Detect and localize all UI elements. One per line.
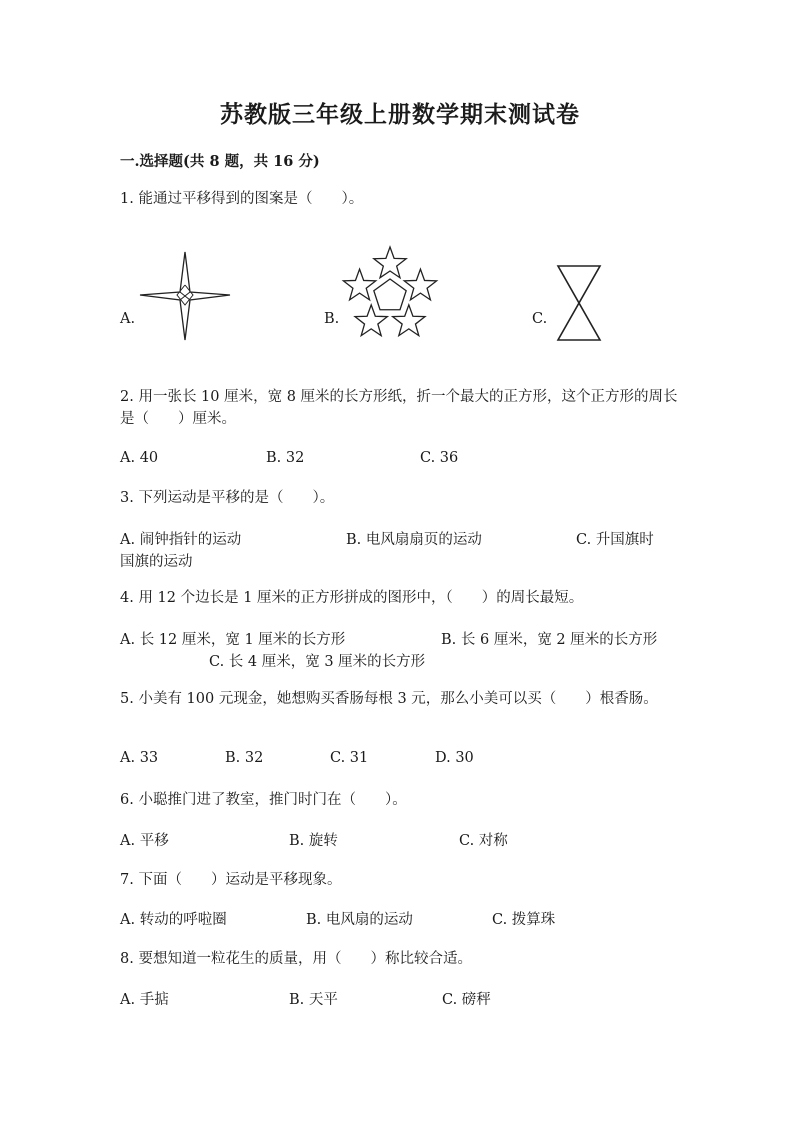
question-3: 3. 下列运动是平移的是（ ）。 [120, 490, 335, 506]
star-shape [343, 269, 375, 300]
option-5b[interactable]: B. 32 [225, 750, 264, 766]
option-8c[interactable]: C. 磅秤 [442, 992, 491, 1008]
option-6b[interactable]: B. 旋转 [289, 833, 338, 849]
option-8a[interactable]: A. 手掂 [120, 992, 169, 1008]
option-1c[interactable]: C. [532, 311, 548, 327]
center-pentagon [374, 279, 406, 310]
star-shape [404, 269, 436, 300]
page-title: 苏教版三年级上册数学期末测试卷 [220, 101, 580, 128]
option-5c[interactable]: C. 31 [330, 750, 369, 766]
four-point-star-figure [138, 250, 232, 342]
section-heading: 一.选择题(共 8 题，共 16 分) [120, 153, 320, 170]
option-7a[interactable]: A. 转动的呼啦圈 [120, 912, 227, 928]
option-6a[interactable]: A. 平移 [120, 833, 169, 849]
option-1a[interactable]: A. [120, 311, 136, 327]
question-2: 2. 用一张长 10 厘米，宽 8 厘米的长方形纸，折一个最大的正方形，这个正方形的周长是（ ）厘米。 [120, 389, 678, 427]
question-8: 8. 要想知道一粒花生的质量，用（ ）称比较合适。 [120, 951, 472, 967]
option-7c[interactable]: C. 拨算珠 [492, 912, 556, 928]
option-7b[interactable]: B. 电风扇的运动 [306, 912, 413, 928]
option-2b[interactable]: B. 32 [266, 450, 305, 466]
option-5d[interactable]: D. 30 [435, 750, 474, 766]
option-4c[interactable]: C. 长 4 厘米，宽 3 厘米的长方形 [209, 654, 426, 670]
question-4: 4. 用 12 个边长是 1 厘米的正方形拼成的图形中，（ ）的周长最短。 [120, 590, 584, 606]
option-3c-continued: 国旗的运动 [120, 554, 193, 570]
option-4b[interactable]: B. 长 6 厘米，宽 2 厘米的长方形 [441, 632, 658, 648]
question-1: 1. 能通过平移得到的图案是（ ）。 [120, 191, 364, 207]
hourglass-figure [556, 264, 602, 342]
question-6: 6. 小聪推门进了教室，推门时门在（ ）。 [120, 792, 407, 808]
ring-of-stars-figure [340, 244, 440, 344]
option-8b[interactable]: B. 天平 [289, 992, 338, 1008]
question-5: 5. 小美有 100 元现金，她想购买香肠每根 3 元，那么小美可以买（ ）根香肠。 [120, 691, 658, 707]
option-3a[interactable]: A. 闹钟指针的运动 [120, 532, 242, 548]
option-5a[interactable]: A. 33 [120, 750, 159, 766]
option-2a[interactable]: A. 40 [120, 450, 159, 466]
star-shape [374, 247, 406, 278]
option-4a[interactable]: A. 长 12 厘米，宽 1 厘米的长方形 [120, 632, 346, 648]
option-3c[interactable]: C. 升国旗时 [576, 532, 654, 548]
option-2c[interactable]: C. 36 [420, 450, 459, 466]
option-6c[interactable]: C. 对称 [459, 833, 508, 849]
option-3b[interactable]: B. 电风扇扇页的运动 [346, 532, 482, 548]
question-7: 7. 下面（ ）运动是平移现象。 [120, 872, 342, 888]
option-1b[interactable]: B. [324, 311, 340, 327]
